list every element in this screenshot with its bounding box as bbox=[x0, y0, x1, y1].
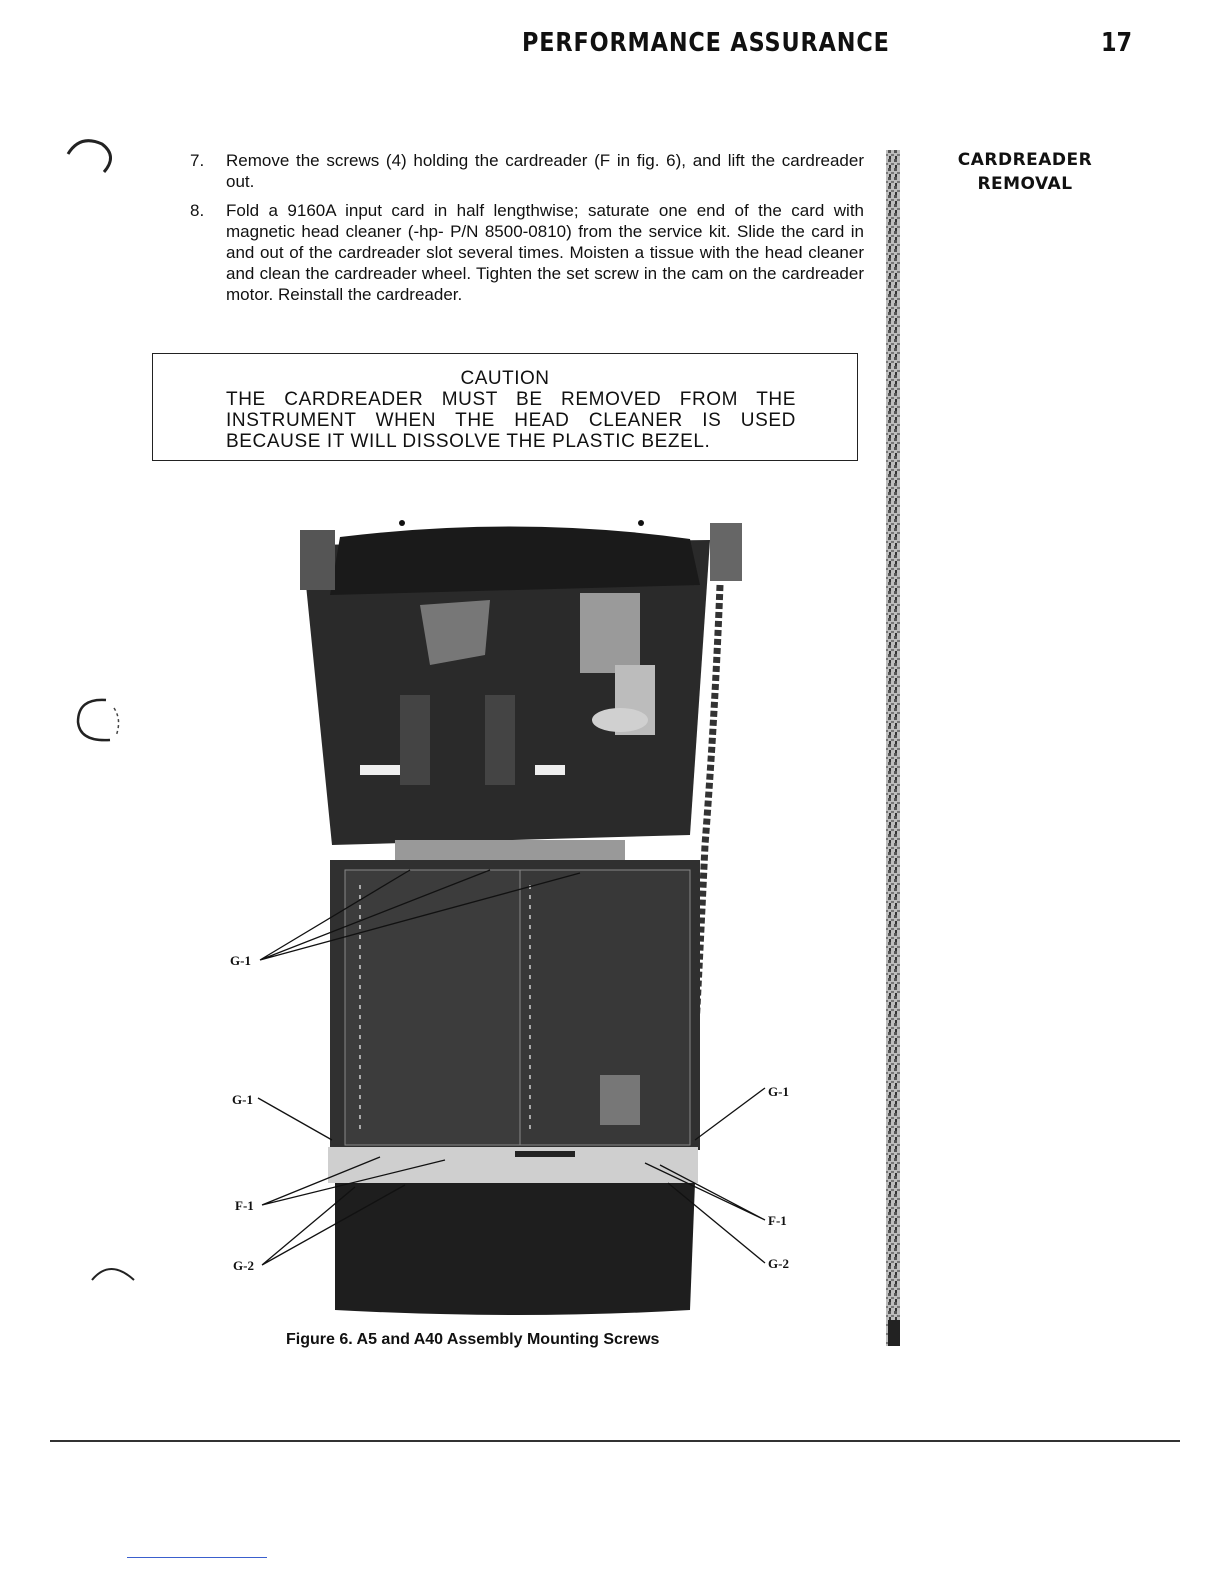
scan-artifact-stripe bbox=[882, 150, 902, 1346]
side-heading-line-1: CARDREADER bbox=[957, 150, 1093, 170]
caution-text: THE CARDREADER MUST BE REMOVED FROM THE INSTRUMENT WHEN THE HEAD CLEANER IS USED BECAUSE IT WILL DISSOLVE THE PLASTIC BEZEL. bbox=[226, 389, 796, 452]
callout-g2-left: G-2 bbox=[233, 1258, 254, 1273]
step-7 bbox=[190, 150, 864, 192]
callout-g1-top: G-1 bbox=[230, 953, 251, 968]
callout-g1-left: G-1 bbox=[232, 1092, 253, 1107]
caution-box bbox=[152, 353, 858, 461]
page-header-title: PERFORMANCE ASSURANCE bbox=[522, 28, 890, 58]
front-rail bbox=[328, 1147, 698, 1183]
step-text: Remove the screws (4) holding the cardreader (F in fig. 6), and lift the cardreader out. bbox=[226, 151, 864, 191]
punch-hole-mark-bottom bbox=[86, 1260, 146, 1290]
figure-caption: Figure 6. A5 and A40 Assembly Mounting Screws bbox=[286, 1331, 660, 1348]
side-heading bbox=[940, 148, 1110, 196]
step-number: 8. bbox=[190, 201, 205, 220]
cardreader-mechanism bbox=[420, 600, 490, 665]
callout-f1-left: F-1 bbox=[235, 1198, 254, 1213]
procedure-steps bbox=[190, 150, 864, 313]
step-8 bbox=[190, 200, 864, 305]
side-heading-line-2: REMOVAL bbox=[977, 174, 1073, 194]
callout-g1-right: G-1 bbox=[768, 1084, 789, 1099]
footer-rule bbox=[127, 1557, 267, 1558]
callout-g2-right: G-2 bbox=[768, 1256, 789, 1271]
step-text: Fold a 9160A input card in half lengthwise; saturate one end of the card with magnetic head cleaner (-hp- P/N 8500-0810) from the service kit. Slide the card in and out of the cardreader slot several times. Moisten a tissue with the head cleaner and clean the cardreader wheel. Tighten the set screw in the cam on the cardreader motor. Reinstall the cardreader. bbox=[226, 201, 864, 304]
hinge-bar bbox=[395, 840, 625, 862]
instrument-photo-figure bbox=[220, 515, 800, 1325]
punch-hole-mark-top bbox=[60, 132, 120, 182]
bottom-rule bbox=[50, 1440, 1180, 1442]
page-number: 17 bbox=[1101, 28, 1133, 58]
caution-title: CAUTION bbox=[460, 368, 550, 389]
callout-f1-right: F-1 bbox=[768, 1213, 787, 1228]
bottom-housing bbox=[335, 1183, 695, 1315]
step-number: 7. bbox=[190, 151, 205, 170]
punch-hole-mark-middle bbox=[70, 692, 130, 752]
